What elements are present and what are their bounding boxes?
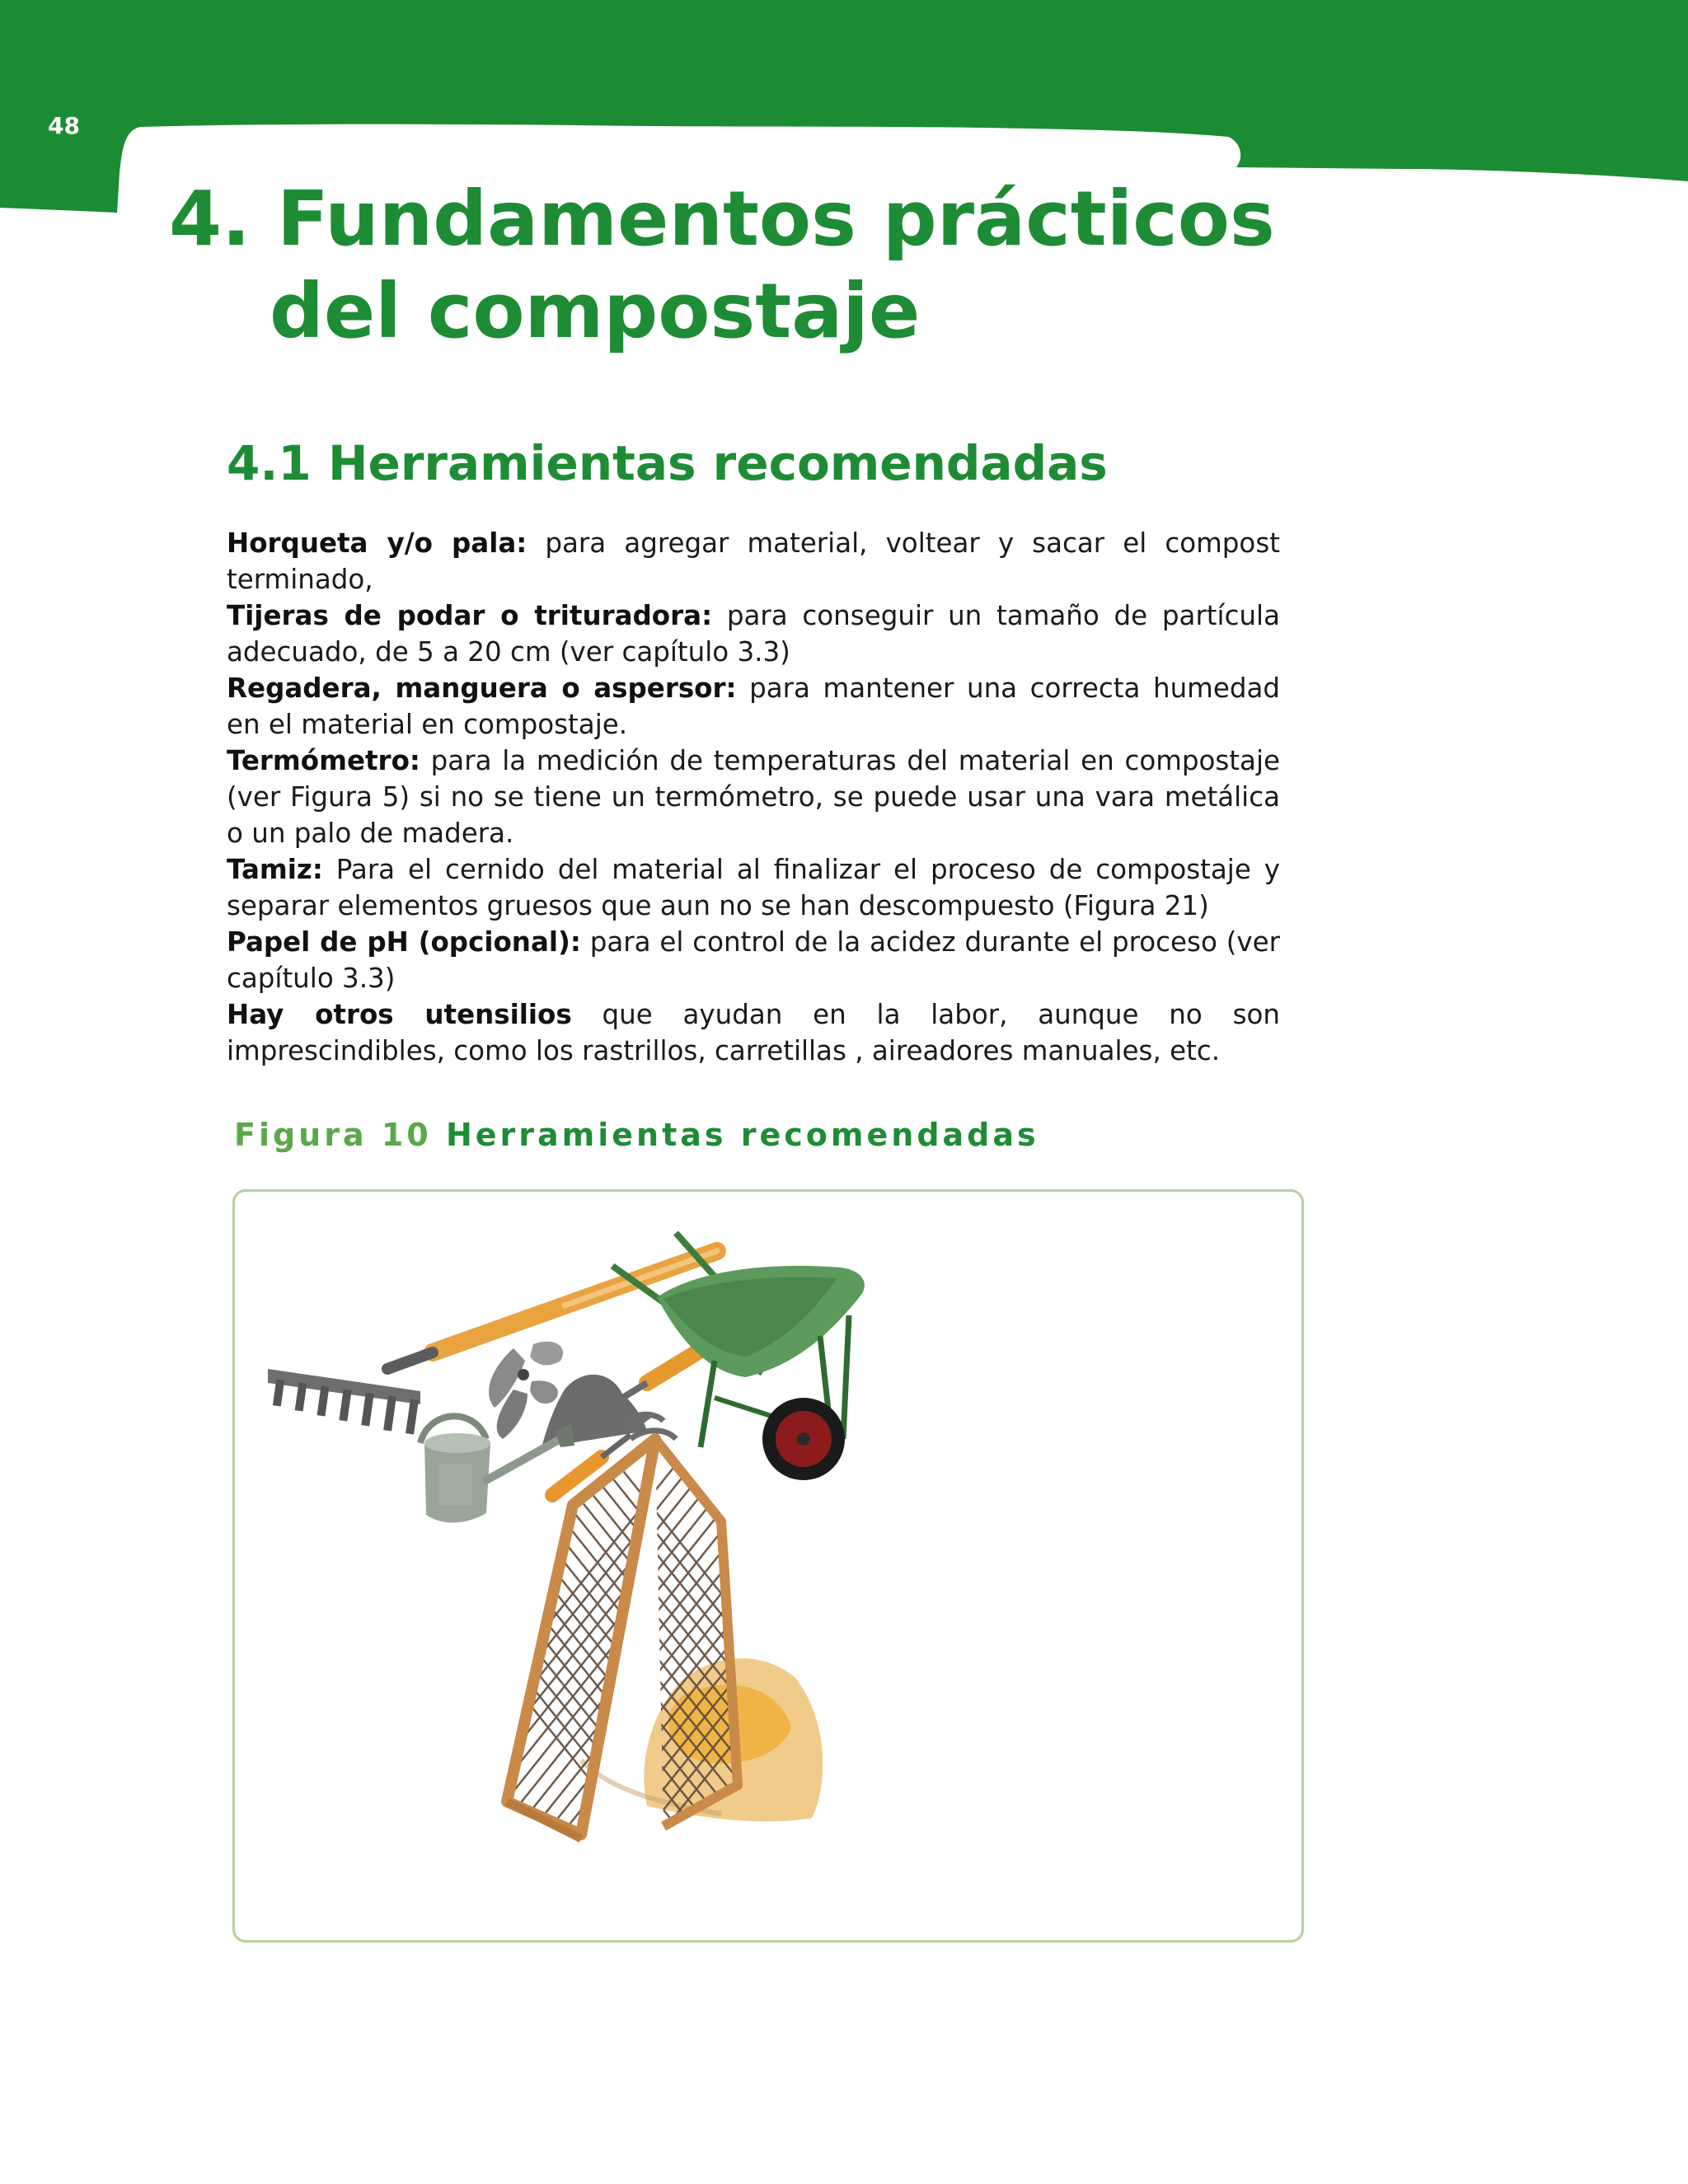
tool-term: Papel de pH (opcional): bbox=[227, 926, 581, 958]
tool-term: Tamiz: bbox=[227, 854, 323, 885]
tool-description: para el control de la acidez durante el proceso (ver capítulo 3.3) bbox=[227, 926, 1280, 994]
tool-term: Tijeras de podar o trituradora: bbox=[227, 600, 713, 631]
tool-item bbox=[227, 743, 1280, 851]
page-number: 48 bbox=[48, 112, 80, 139]
tool-item bbox=[227, 525, 1280, 598]
figure-title: Herramientas recomendadas bbox=[445, 1117, 1039, 1153]
tool-term: Hay otros utensilios bbox=[227, 999, 572, 1030]
tool-description: Para el cernido del material al finalizar el proceso de compostaje y separar elementos gruesos que aun no se han descompuesto (Figura 21) bbox=[227, 854, 1280, 921]
tool-term: Termómetro: bbox=[227, 745, 420, 776]
tool-description: para la medición de temperaturas del material en compostaje (ver Figura 5) si no se tiene un termómetro, se puede usar una vara metálica o un palo de madera. bbox=[227, 745, 1280, 849]
tool-item bbox=[227, 851, 1280, 924]
tool-item bbox=[227, 598, 1280, 670]
tool-description: que ayudan en la labor, aunque no son imprescindibles, como los rastrillos, carretillas , aireadores manuales, etc. bbox=[227, 999, 1280, 1066]
tool-description: para agregar material, voltear y sacar el compost terminado, bbox=[227, 527, 1280, 595]
figure-illustration-frame bbox=[232, 1189, 1304, 1943]
tool-item bbox=[227, 924, 1280, 996]
section-heading: 4.1 Herramientas recomendadas bbox=[227, 435, 1108, 491]
tools-illustration bbox=[235, 1192, 1301, 1940]
tool-item bbox=[227, 670, 1280, 743]
tool-description: para mantener una correcta humedad en el material en compostaje. bbox=[227, 673, 1280, 740]
tool-term: Regadera, manguera o aspersor: bbox=[227, 673, 737, 704]
chapter-title-line1: 4. Fundamentos prácticos bbox=[169, 175, 1275, 263]
tool-term: Horqueta y/o pala: bbox=[227, 527, 528, 559]
tools-list bbox=[227, 525, 1280, 1069]
figure-caption bbox=[234, 1117, 1039, 1153]
sieve-icon bbox=[317, 1439, 977, 1851]
tool-item bbox=[227, 996, 1280, 1069]
chapter-title bbox=[169, 173, 1275, 358]
rake-icon bbox=[268, 1251, 717, 1434]
tool-description: para conseguir un tamaño de partícula adecuado, de 5 a 20 cm (ver capítulo 3.3) bbox=[227, 600, 1280, 668]
chapter-title-line2: del compostaje bbox=[270, 267, 921, 355]
figure-label: Figura 10 bbox=[234, 1117, 432, 1153]
